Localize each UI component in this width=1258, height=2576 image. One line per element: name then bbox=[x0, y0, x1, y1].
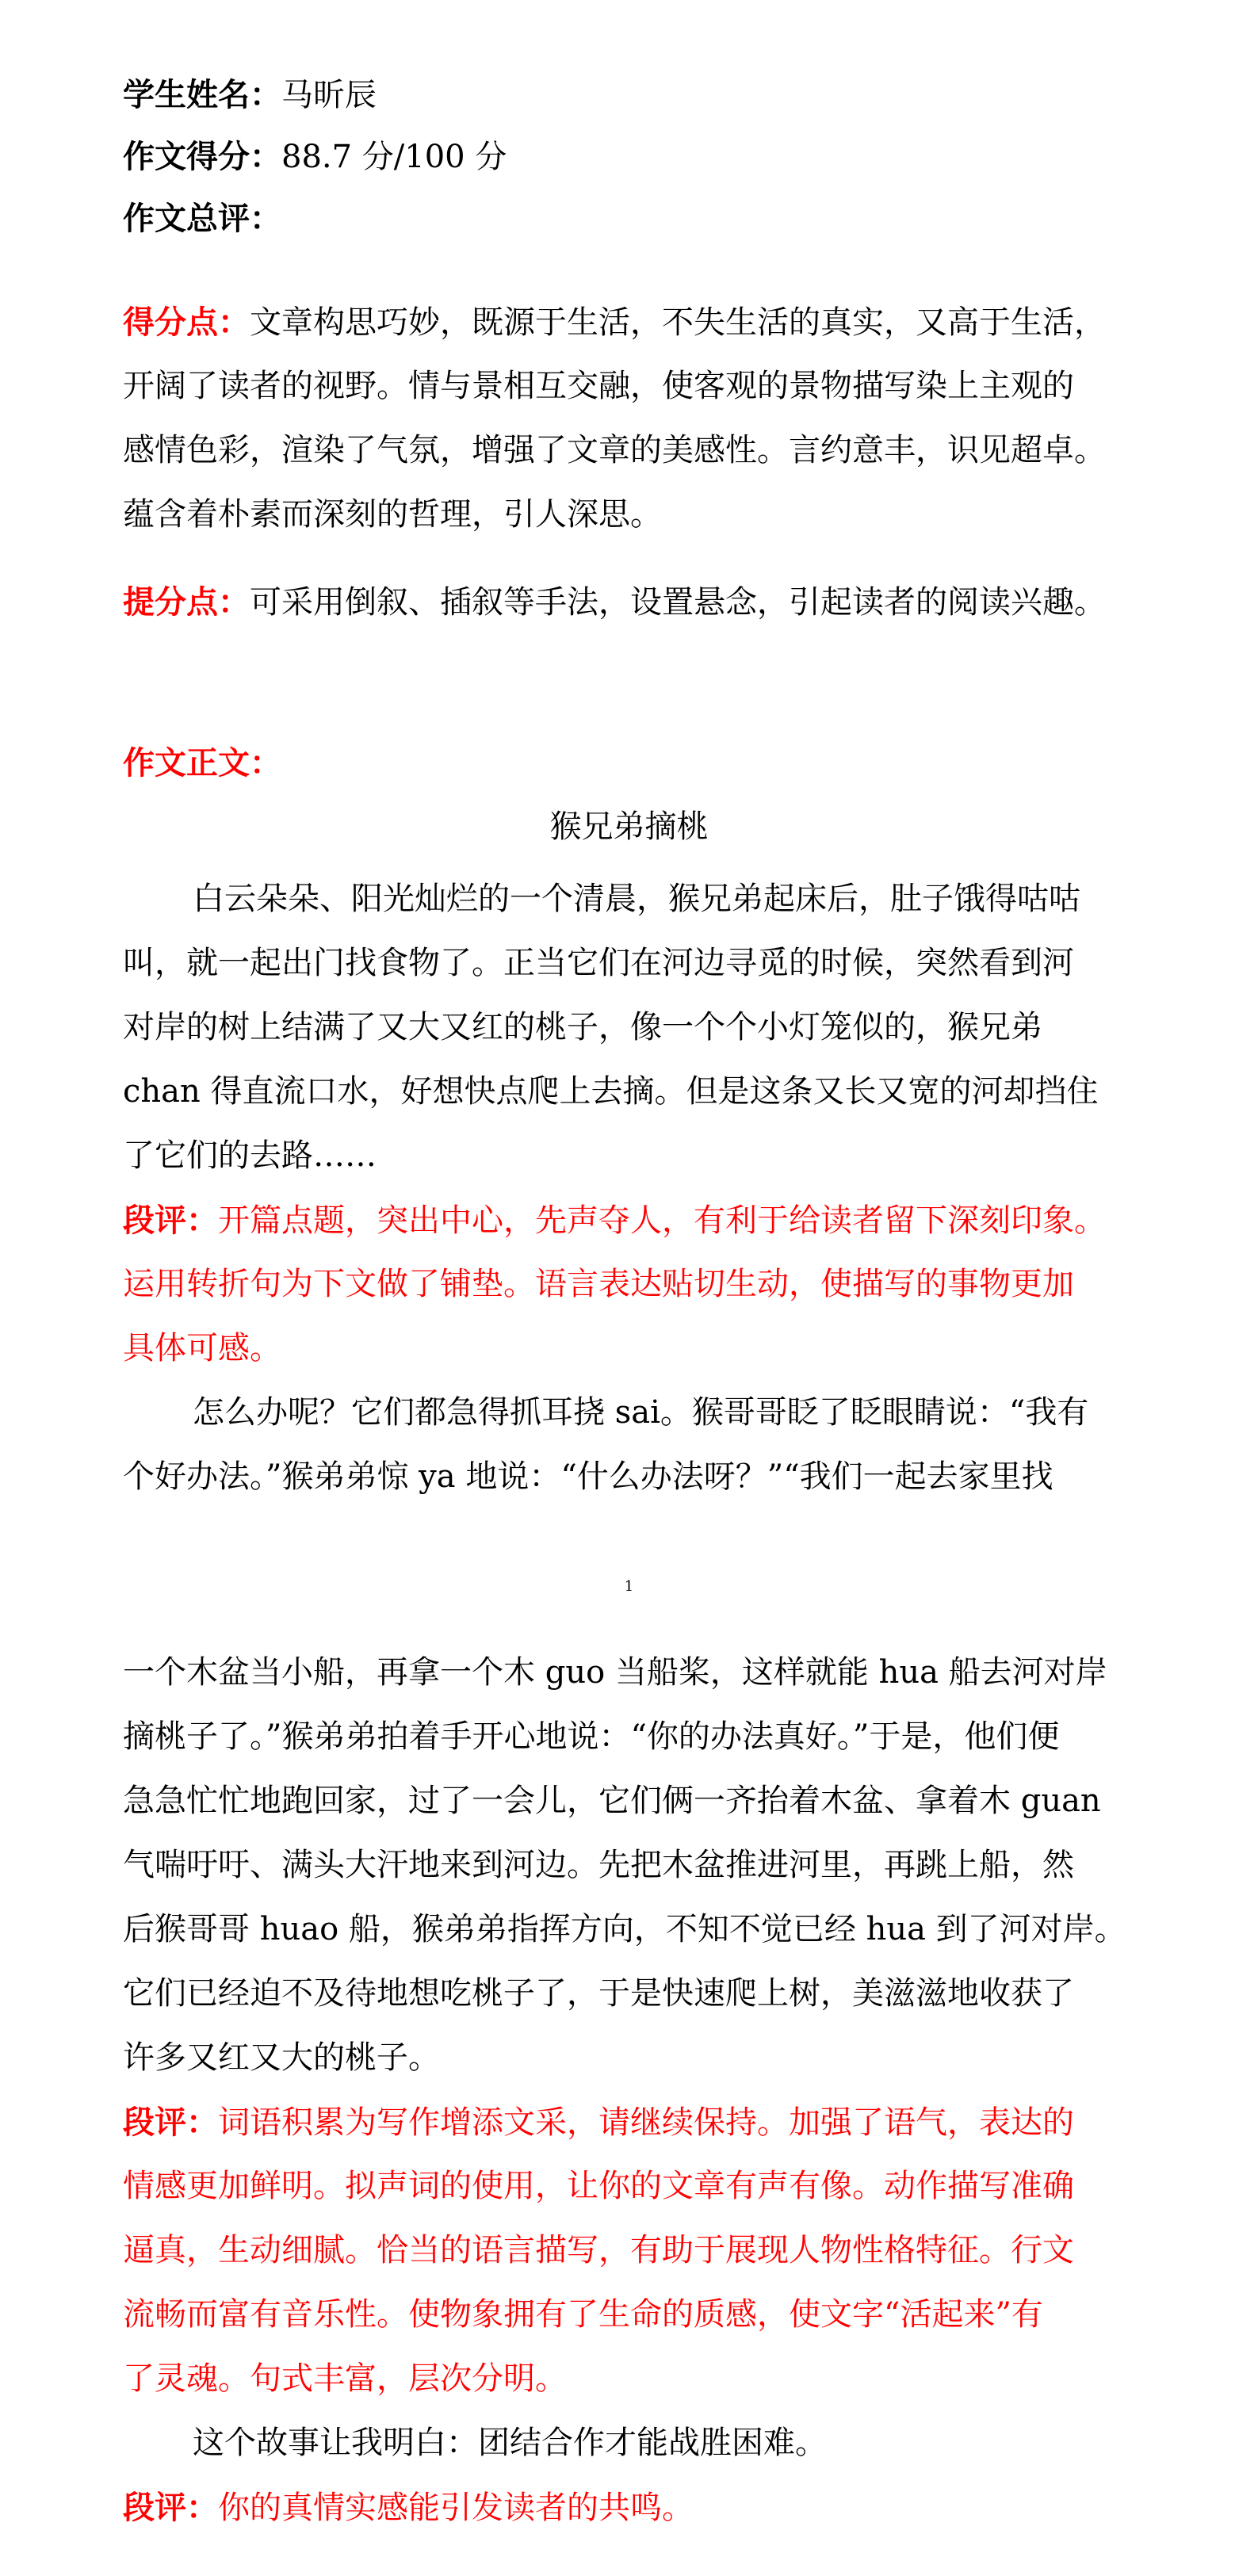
merit-line: 蕴含着朴素而深刻的哲理，引人深思。 bbox=[123, 496, 662, 533]
merit-line: 得分点：文章构思巧妙，既源于生活，不失生活的真实，又高于生活， bbox=[123, 304, 1106, 341]
comment-line: 情感更加鲜明。拟声词的使用，让你的文章有声有像。动作描写准确 bbox=[123, 2168, 1074, 2204]
paragraph-line: 急急忙忙地跑回家，过了一会儿，它们俩一齐抬着木盆、拿着木 guan bbox=[123, 1783, 1101, 1819]
student-name-label: 学生姓名： bbox=[123, 76, 281, 113]
paragraph-line: 这个故事让我明白：团结合作才能战胜困难。 bbox=[193, 2425, 827, 2461]
paragraph-line: 叫，就一起出门找食物了。正当它们在河边寻觅的时候，突然看到河 bbox=[123, 945, 1074, 981]
essay-paragraph-3 bbox=[123, 2411, 1134, 2475]
paragraph-line: 后猴哥哥 huao 船，猴弟弟指挥方向，不知不觉已经 hua 到了河对岸。 bbox=[123, 1911, 1126, 1947]
paragraph-line: 怎么办呢？它们都急得抓耳挠 sai。猴哥哥眨了眨眼睛说：“我有 bbox=[193, 1394, 1089, 1431]
comment-label: 段评： bbox=[123, 2489, 218, 2526]
merit-line: 感情色彩，渲染了气氛，增强了文章的美感性。言约意丰，识见超卓。 bbox=[123, 432, 1106, 468]
improve-row bbox=[123, 579, 1106, 626]
paragraph-line: 摘桃子了。”猴弟弟拍着手开心地说：“你的办法真好。”于是，他们便 bbox=[123, 1718, 1060, 1755]
paragraph-comment-2: 段评：词语积累为写作增添文采，请继续保持。加强了语气，表达的 情感更加鲜明。拟声词的使用，让你的文章有声有像。动作描写准确 逼真，生动细腻。恰当的语言描写，有助于展现人物性格特征。行文 流畅而富有音乐性。使物象拥有了生命的质感，使文字“活起来”有 了灵魂。句式丰富，层次分明。 bbox=[123, 2090, 1134, 2411]
essay-paragraph-2-part2 bbox=[123, 1641, 1134, 2090]
merit-line: 开阔了读者的视野。情与景相互交融，使客观的景物描写染上主观的 bbox=[123, 368, 1074, 404]
merit-label: 得分点： bbox=[123, 304, 250, 341]
paragraph-line: 白云朵朵、阳光灿烂的一个清晨，猴兄弟起床后，肚子饿得咕咕 bbox=[193, 881, 1080, 917]
paragraph-line: 它们已经迫不及待地想吃桃子了，于是快速爬上树，美滋滋地收获了 bbox=[123, 1975, 1074, 2012]
student-name-row bbox=[123, 71, 377, 119]
paragraph-comment-3: 段评：你的真情实感能引发读者的共鸣。 bbox=[123, 2489, 694, 2526]
comment-line: 了灵魂。句式丰富，层次分明。 bbox=[123, 2360, 567, 2397]
paragraph-line: 气喘吁吁、满头大汗地来到河边。先把木盆推进河里，再跳上船，然 bbox=[123, 1847, 1074, 1883]
comment-line: 逼真，生动细腻。恰当的语言描写，有助于展现人物性格特征。行文 bbox=[123, 2232, 1074, 2268]
comment-line: 具体可感。 bbox=[123, 1330, 281, 1366]
paragraph-line: chan 得直流口水，好想快点爬上去摘。但是这条又长又宽的河却挡住 bbox=[123, 1073, 1099, 1110]
improve-text: 可采用倒叙、插叙等手法，设置悬念，引起读者的阅读兴趣。 bbox=[250, 584, 1106, 621]
paragraph-line: 一个木盆当小船，再拿一个木 guo 当船桨，这样就能 hua 船去河对岸 bbox=[123, 1654, 1107, 1691]
essay-paragraph-1 bbox=[123, 867, 1134, 1188]
essay-paragraph-2-part1 bbox=[123, 1381, 1134, 1509]
essay-section-label: 作文正文： bbox=[123, 744, 281, 782]
student-name-value: 马昕辰 bbox=[281, 77, 377, 113]
score-row bbox=[123, 133, 507, 181]
comment-label: 段评： bbox=[123, 1202, 218, 1239]
overall-review-label: 作文总评： bbox=[123, 200, 281, 237]
paragraph-line: 了它们的去路…… bbox=[123, 1137, 377, 1174]
paragraph-line: 对岸的树上结满了又大又红的桃子，像一个个小灯笼似的，猴兄弟 bbox=[123, 1009, 1042, 1045]
merit-section bbox=[123, 290, 1134, 547]
comment-line: 流畅而富有音乐性。使物象拥有了生命的质感，使文字“活起来”有 bbox=[123, 2296, 1043, 2333]
page-number: 1 bbox=[624, 1578, 634, 1595]
score-label: 作文得分： bbox=[123, 138, 281, 175]
improve-label: 提分点： bbox=[123, 583, 250, 621]
score-value: 88.7 分/100 分 bbox=[281, 139, 507, 175]
paragraph-line: 个好办法。”猴弟弟惊 ya 地说：“什么办法呀？”“我们一起去家里找 bbox=[123, 1458, 1053, 1495]
paragraph-comment-1: 段评：开篇点题，突出中心，先声夺人，有利于给读者留下深刻印象。 运用转折句为下文做了铺垫。语言表达贴切生动，使描写的事物更加 具体可感。 bbox=[123, 1188, 1134, 1381]
paragraph-line: 许多又红又大的桃子。 bbox=[123, 2039, 440, 2076]
comment-label: 段评： bbox=[123, 2104, 218, 2141]
comment-line: 运用转折句为下文做了铺垫。语言表达贴切生动，使描写的事物更加 bbox=[123, 1266, 1074, 1302]
essay-title: 猴兄弟摘桃 bbox=[549, 808, 709, 845]
